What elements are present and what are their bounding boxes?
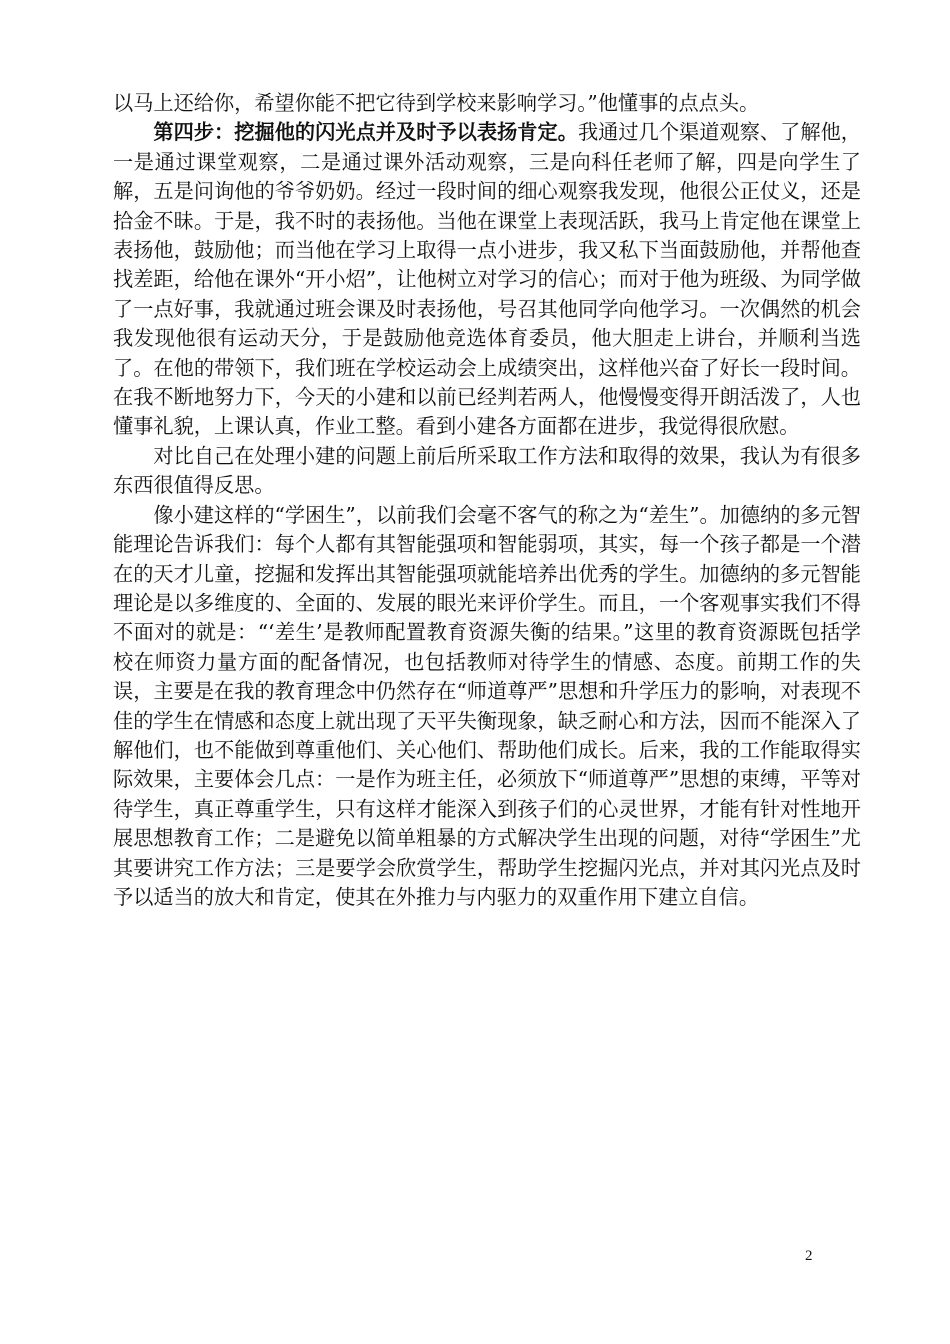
paragraph-2 xyxy=(113,118,861,441)
paragraph-1-text: 以马上还给你，希望你能不把它待到学校来影响学习。”他懂事的点点头。 xyxy=(113,91,760,115)
paragraph-3-text: 对比自己在处理小建的问题上前后所采取工作方法和取得的效果，我认为有很多东西很值得反思。 xyxy=(113,443,861,498)
paragraph-3 xyxy=(113,442,861,501)
body-text xyxy=(113,89,861,912)
paragraph-4-text: 像小建这样的“学困生”，以前我们会毫不客气的称之为“差生”。加德纳的多元智能理论告诉我们：每个人都有其智能强项和智能弱项，其实，每一个孩子都是一个潜在的天才儿童，挖掘和发挥出其智能强项就能培养出优秀的学生。加德纳的多元智能理论是以多维度的、全面的、发展的眼光来评价学生。而且，一个客观事实我们不得不面对的就是：“‘差生’是教师配置教育资源失衡的结果。”这里的教育资源既包括学校在师资力量方面的配备情况，也包括教师对待学生的情感、态度。前期工作的失误，主要是在我的教育理念中仍然存在“师道尊严”思想和升学压力的影响，对表现不佳的学生在情感和态度上就出现了天平失衡现象，缺乏耐心和方法，因而不能深入了解他们，也不能做到尊重他们、关心他们、帮助他们成长。后来，我的工作能取得实际效果，主要体会几点：一是作为班主任，必须放下“师道尊严”思想的束缚，平等对待学生，真正尊重学生，只有这样才能深入到孩子们的心灵世界，才能有针对性地开展思想教育工作；二是避免以简单粗暴的方式解决学生出现的问题，对待“学困生”尤其要讲究工作方法；三是要学会欣赏学生，帮助学生挖掘闪光点，并对其闪光点及时予以适当的放大和肯定，使其在外推力与内驱力的双重作用下建立自信。 xyxy=(113,502,861,909)
page-number: 2 xyxy=(805,1248,813,1264)
paragraph-2-text: 我通过几个渠道观察、了解他，一是通过课堂观察，二是通过课外活动观察，三是向科任老师了解，四是向学生了解，五是问询他的爷爷奶奶。经过一段时间的细心观察我发现，他很公正仗义，还是拾金不昧。于是，我不时的表扬他。当他在课堂上表现活跃，我马上肯定他在课堂上表扬他，鼓励他；而当他在学习上取得一点小进步，我又私下当面鼓励他，并帮他查找差距，给他在课外“开小炤”，让他树立对学习的信心；而对于他为班级、为同学做了一点好事，我就通过班会课及时表扬他，号召其他同学向他学习。一次偶然的机会我发现他很有运动天分，于是鼓励他竞选体育委员，他大胆走上讲台，并顺利当选了。在他的带领下，我们班在学校运动会上成绩突出，这样他兴奋了好长一段时间。在我不断地努力下，今天的小建和以前已经判若两人，他慢慢变得开朗活泼了，人也懂事礼貌，上课认真，作业工整。看到小建各方面都在进步，我觉得很欣慰。 xyxy=(113,120,861,439)
step-four-heading: 第四步：挖掘他的闪光点并及时予以表扬肯定。 xyxy=(153,120,578,145)
paragraph-4 xyxy=(113,501,861,913)
paragraph-1 xyxy=(113,89,861,118)
